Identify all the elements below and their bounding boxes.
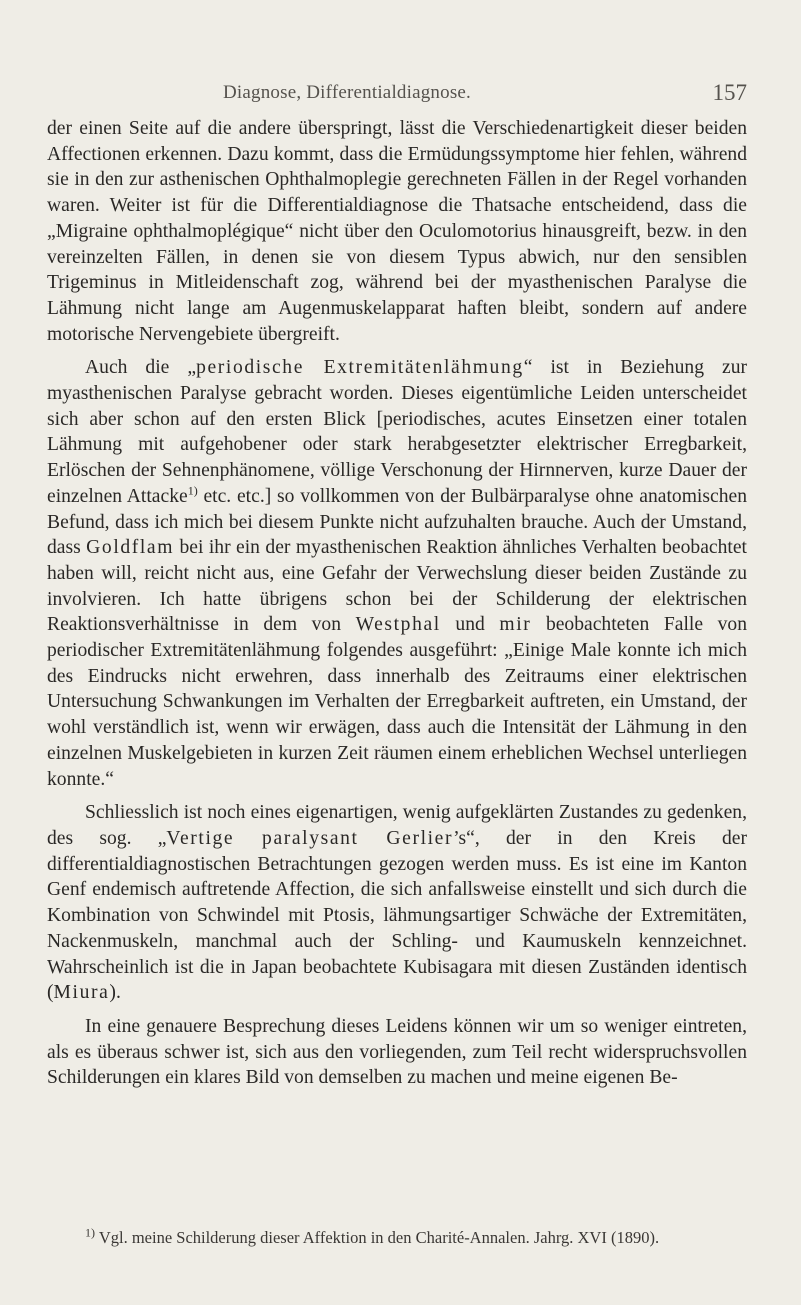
text-run: und [440, 614, 500, 636]
spaced-name: Miura [53, 982, 110, 1004]
paragraph-3 [47, 800, 747, 1006]
text-run: ). [109, 982, 121, 1004]
footnote [47, 1227, 747, 1249]
spaced-name: periodische Extremitätenlähmung [196, 357, 524, 379]
text-run: Auch die „ [85, 357, 197, 379]
running-title: Diagnose, Differentialdiagnose. [222, 82, 472, 103]
text-run: etc. etc.] so vollkommen von der Bulbärparalyse ohne anatomischen Befund, dass ich mich bei diesem Punkte nicht aufzuhalten brauche. Auch der Umstand, dass [47, 485, 747, 559]
text-run: Schliesslich ist noch eines eigenartigen, wenig aufgeklärten Zustandes zu gedenken, des sog. „ [47, 802, 747, 849]
body-text [47, 116, 747, 1091]
spaced-name: Westphal [355, 614, 441, 636]
paragraph-2 [47, 355, 747, 792]
page-number: 157 [712, 80, 747, 105]
paragraph-4 [47, 1014, 747, 1091]
spaced-name: mir [499, 614, 532, 636]
spaced-name: Vertige paralysant Gerlier [166, 827, 454, 849]
text-run: In eine genauere Besprechung dieses Leidens können wir um so weniger eintreten, als es überaus schwer ist, sich aus den vorliegenden, zum Teil recht widerspruchsvollen Schilderungen ein klares Bild von demselben zu machen und meine eigenen Be- [47, 1015, 747, 1089]
paragraph-1 [47, 116, 747, 347]
text-run: “ ist in Beziehung zur myasthenischen Paralyse gebracht worden. Dieses eigentümliche Leiden unterscheidet sich aber schon auf den ersten Blick [periodisches, acutes Einsetzen einer totalen Lähmung mit aufgehobener oder stark herabgesetzter elektrischer Erregbarkeit, Erlöschen der Sehnenphänomene, völlige Verschonung der Hirnnerven, kurze Dauer der einzelnen Attacke [47, 357, 748, 507]
text-run: ’s“, der in den Kreis der differentialdiagnostischen Betrachtungen gezogen werden muss. Es ist eine im Kanton Genf endemisch auftretende Affection, die sich anfallsweise einstellt und sich durch die Kombination von Schwindel mit Ptosis, lähmungsartiger Schwäche der Extremitäten, Nackenmuskeln, manchmal auch der Schling- und Kaumuskeln kennzeichnet. Wahrscheinlich ist die in Japan beobachtete Kubisagara mit diesen Zuständen identisch ( [47, 827, 747, 1004]
text-run: beobachteten Falle von periodischer Extremitätenlähmung folgendes ausgeführt: „Einige Male konnte ich mich des Eindrucks nicht erwehren, dass innerhalb des Zeitraums einer elektrischen Untersuchung Schwankungen im Verhalten der Erregbarkeit auftreten, ein Umstand, der wohl verständlich ist, wenn wir erwägen, dass auch die Intensität der Lähmung in den einzelnen Muskelgebieten in kurzen Zeit räumen einem erheblichen Wechsel unterliegen konnte.“ [47, 614, 747, 790]
footnote-text: Vgl. meine Schilderung dieser Affektion in den Charité-Annalen. Jahrg. XVI (1890). [95, 1228, 660, 1247]
text-run: der einen Seite auf die andere überspringt, lässt die Verschiedenartigkeit dieser beiden Affectionen erkennen. Dazu kommt, dass die Ermüdungssymptome hier fehlen, während sie in den zur asthenischen Ophthalmoplegie gerechneten Fällen in der Regel vorhanden waren. Weiter ist für die Differentialdiagnose die Thatsache entscheidend, dass die „Migraine ophthalmoplégique“ nicht über den Oculomotorius hinausgreift, bezw. in den vereinzelten Fällen, in denen sie von diesem Typus abwich, nur den sensiblen Trigeminus in Mitleidenschaft zog, während bei der myasthenischen Paralyse die Lähmung nicht lange am Augenmuskelapparat haften bleibt, sondern auf andere motorische Nervengebiete übergreift. [47, 118, 747, 345]
footnote-marker: 1) [85, 1225, 95, 1240]
spaced-name: Goldflam [86, 537, 175, 559]
text-run: bei ihr ein der myasthenischen Reaktion ähnliches Verhalten beobachtet haben will, reicht nicht aus, eine Gefahr der Verwechslung dieser beiden Zustände zu involvieren. Ich hatte übrigens schon bei der Schilderung der elektrischen Reaktionsverhältnisse in dem von [47, 537, 747, 636]
running-head [47, 80, 747, 108]
footnote-reference: 1) [187, 483, 198, 498]
